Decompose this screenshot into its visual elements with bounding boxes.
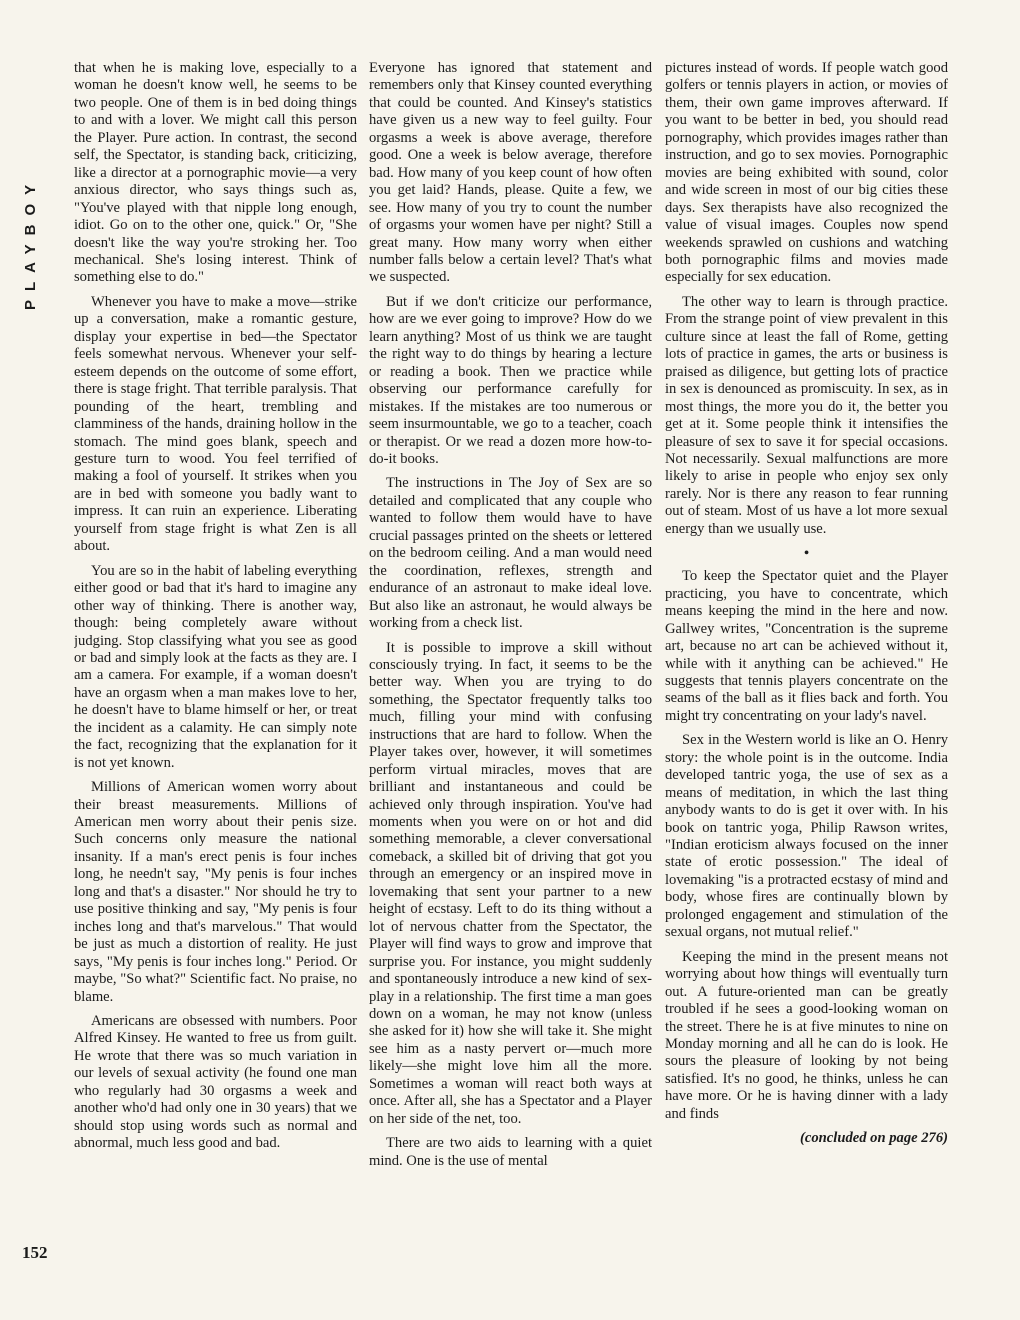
paragraph: Americans are obsessed with numbers. Poor Alfred Kinsey. He wanted to free us from guilt. He wrote that there was so much variation in our levels of sexual activity (he found one man who regularly had 30 orgasms a week and another who'd had only one in 30 years) that we should stop using words such as normal and abnormal, much less good and bad. — [74, 1013, 357, 1152]
paragraph: To keep the Spectator quiet and the Player practicing, you have to concentrate, which means keeping the mind in the here and now. Gallwey writes, "Concentration is the supreme art, because no art can be achieved without it, while with it anything can be achieved." He suggests that tennis players concentrate on the seams of the ball as it flies back and forth. You might try concentrating on your lady's navel. — [665, 568, 948, 724]
paragraph: You are so in the habit of labeling everything either good or bad that it's hard to imagine any other way of thinking. There is another way, though: being completely aware without judging. Stop classifying what you see as good or bad and simply look at the facts as they are. I am a camera. For example, if a woman doesn't have an orgasm when a man makes love to her, he doesn't have to blame himself or her, or treat the incident as a calamity. He can simply note the fact, recognizing that the explanation for it is not yet known. — [74, 562, 357, 771]
paragraph: The instructions in The Joy of Sex are so detailed and complicated that any couple who wanted to follow them would have to have crucial passages printed on the sheets or lettered on the bedroom ceiling. And a man would need the coordination, reflexes, strength and endurance of an astronaut to make ideal love. But also like an astronaut, he would always be working from a check list. — [369, 475, 652, 632]
page-number: 152 — [22, 1243, 48, 1262]
text-column-1 — [74, 60, 357, 1250]
paragraph: Millions of American women worry about their breast measurements. Millions of American men worry about their penis size. Such concerns only measure the national insanity. If a man's erect penis is four inches long, he needn't say, "My penis is four inches long and that's a disaster." Nor should he try to use positive thinking and say, "My penis is four inches long and that's marvelous." That would be just as much a distortion of reality. He just says, "My penis is four inches long." Period. Or maybe, "So what?" Scientific fact. No praise, no blame. — [74, 779, 357, 1005]
paragraph: that when he is making love, especially to a woman he doesn't know well, he seems to be two people. One of them is in bed doing things to and with a lover. We might call this person the Player. Pure action. In contrast, the second self, the Spectator, is standing back, criticizing, like a director at a pornographic movie—a very anxious director, who says things such as, "You've played with that nipple long enough, idiot. Go on to the other one, quick." Or, "She doesn't like the way you're stroking her. Too mechanical. She's losing interest. Think of something else to do." — [74, 60, 357, 286]
paragraph: Everyone has ignored that statement and remembers only that Kinsey counted everything that could be counted. And Kinsey's statistics have given us a new way to feel guilty. Four orgasms a week is above average, therefore good. One a week is below average, therefore bad. How many of you keep count of how often you get laid? Hands, please. Quite a few, we see. How many of you try to count the number of orgasms your women have per night? Still a great many. How many worry when either number falls below a certain level? That's what we suspected. — [369, 60, 652, 286]
paragraph: Whenever you have to make a move—strike up a conversation, make a romantic gesture, display your expertise in bed—the Spectator feels somewhat nervous. Whenever your self-esteem depends on the outcome of some effort, there is stage fright. That terrible paralysis. That pounding of the heart, trembling and clamminess of the hands, draining hollow in the stomach. The mind goes blank, speech and gesture turn to wood. You feel terrified of making a fool of yourself. It strikes when you are in bed with someone you badly want to impress. It can ruin an experience. Liberating yourself from stage fright is what Zen is all about. — [74, 293, 357, 555]
masthead: PLAYBOY — [22, 175, 39, 310]
paragraph: But if we don't criticize our performance, how are we ever going to improve? How do we learn anything? Most of us think we are taught the right way to do things by hearing a lecture or reading a book. Then we practice while observing our performance carefully for mistakes. If the mistakes are too numerous or seem insurmountable, we go to a teacher, coach or therapist. Or we read a dozen more how-to-do-it books. — [369, 293, 652, 467]
paragraph: Sex in the Western world is like an O. Henry story: the whole point is in the outcome. India developed tantric yoga, the use of sex as a means of meditation, in which the last thing anybody wants to do is get it over with. In his book on tantric yoga, Philip Rawson writes, "Indian eroticism always focused on the inner state of erotic possession." The ideal of lovemaking "is a protracted ecstasy of mind and body, whose fires are continually blown by prolonged engagement and stimulation of the sexual organs, not mutual relief." — [665, 732, 948, 941]
section-divider: • — [803, 545, 810, 563]
paragraph: Keeping the mind in the present means not worrying about how things will eventually turn out. A future-oriented man can be greatly troubled if he sees a good-looking woman on the street. There he is at five minutes to nine on Monday morning and all he can do is look. He sours the pleasure of looking by not being satisfied. It's no good, he thinks, unless he can have more. Or he is having dinner with a lady and finds — [665, 948, 948, 1122]
paragraph: It is possible to improve a skill without consciously trying. In fact, it seems to be the better way. When you are trying to do something, the Spectator frequently talks too much, filling your mind with confusing instructions that are hard to follow. When the Player takes over, however, it will sometimes perform virtual miracles, moves that are brilliant and instantaneous and could be achieved only through inspiration. You've had moments when you were on or hot and did something memorable, a clever conversational comeback, a skilled bit of driving that got you through an emergency or an inspired move in lovemaking that sent your partner to a new height of ecstasy. Left to do its thing without a lot of nervous chatter from the Spectator, the Player will find ways to grow and improve that surprise you. For instance, you might suddenly and spontaneously introduce a new kind of sex-play in a relationship. The first time a man goes down on a woman, he may not know (unless she asked for it) how she will take it. She might see him as a nasty pervert or—much more likely—she might love him all the more. Sometimes a woman will react both ways at once. After all, she has a Spectator and a Player on her side of the net, too. — [369, 639, 652, 1127]
paragraph: The other way to learn is through practice. From the strange point of view prevalent in this culture since at least the fall of Rome, getting lots of practice in games, the arts or business is praised as diligence, but getting lots of practice in sex is denounced as promiscuity. In sex, as in most things, the more you do it, the better you get at it. Some people think it intensifies the pleasure of sex to save it for special occasions. Not necessarily. Sexual malfunctions are more likely to arise in people who enjoy sex only rarely. Nor is there any reason to fear running out of steam. Most of us have a lot more sexual energy than we usually use. — [665, 293, 948, 537]
continuation-note: (concluded on page 276) — [800, 1130, 948, 1147]
paragraph: pictures instead of words. If people watch good golfers or tennis players in action, or movies of them, their own game improves afterward. If you want to be better in bed, you should read pornography, which provides images rather than instruction, and go to sex movies. Pornographic movies are being exhibited with sound, color and wide screen in most of our big cities these days. Sex therapists have also recognized the value of visual images. Couples now spend weekends sprawled on cushions and watching both pornographic films and movies made especially for sex education. — [665, 60, 948, 286]
text-column-3 — [665, 60, 948, 1250]
paragraph: There are two aids to learning with a quiet mind. One is the use of mental — [369, 1135, 652, 1169]
text-column-2 — [369, 60, 652, 1250]
